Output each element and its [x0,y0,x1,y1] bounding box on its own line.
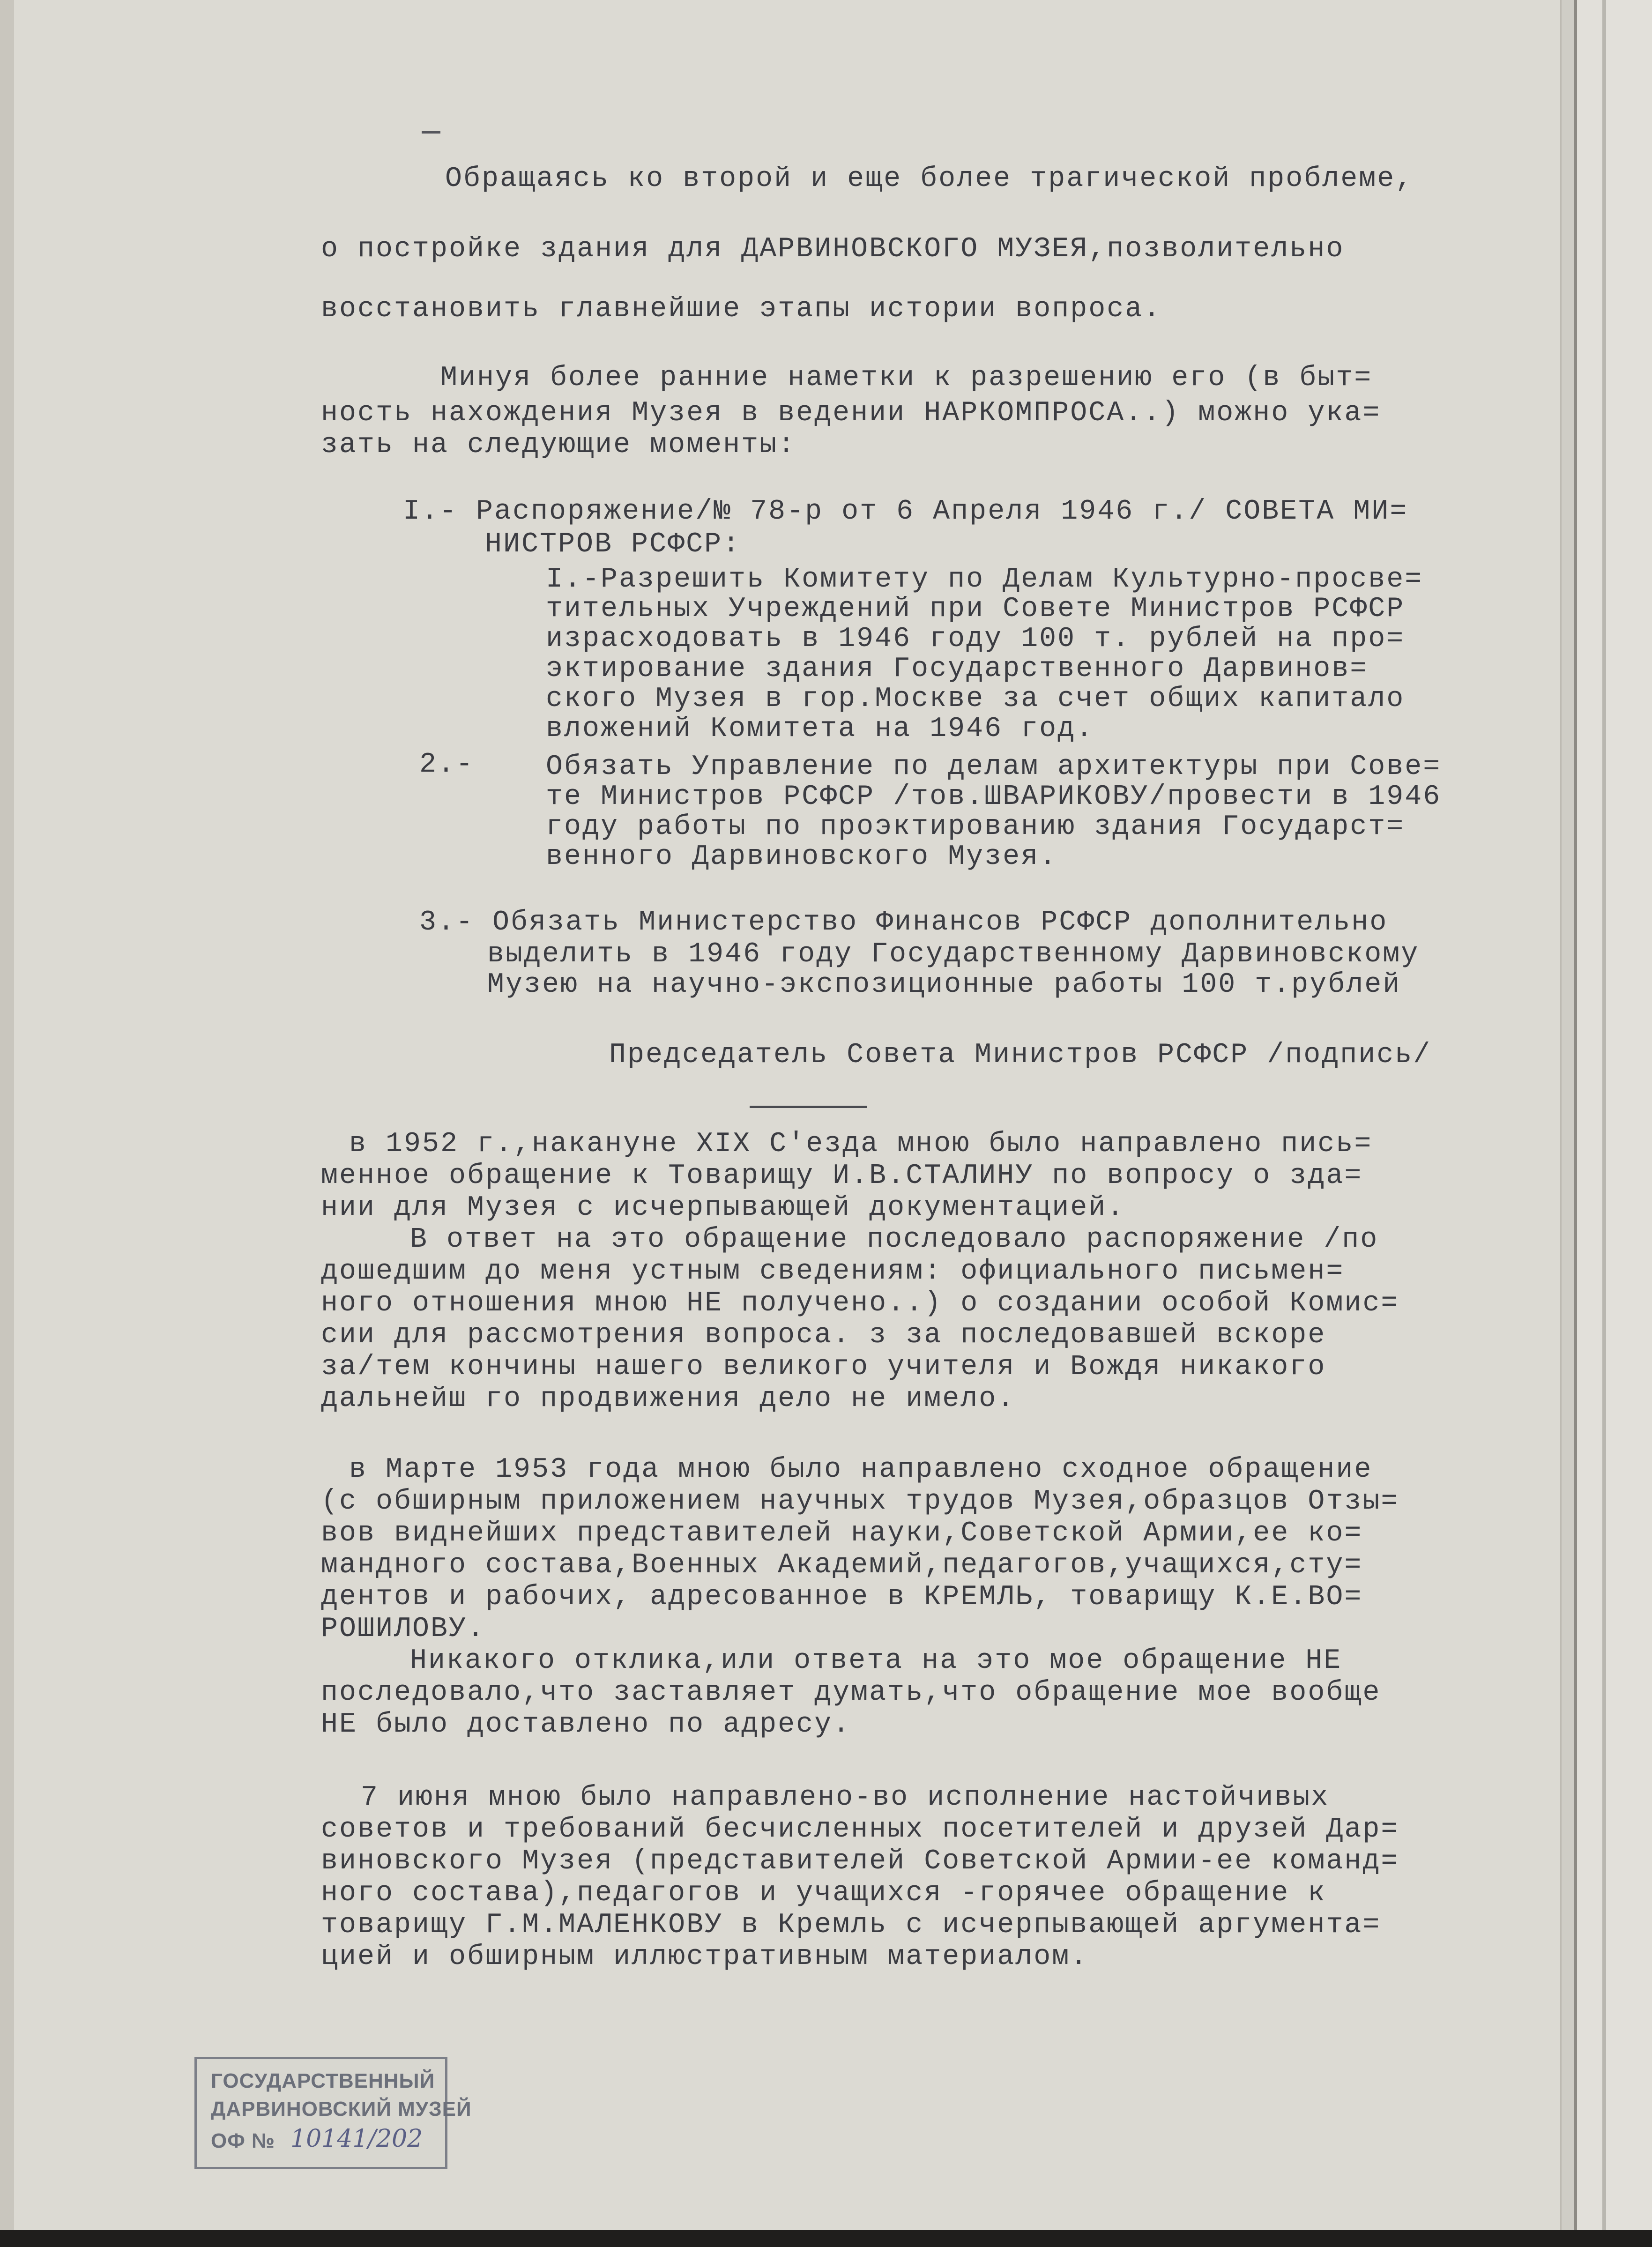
text-line: дентов и рабочих, адресованное в КРЕМЛЬ, товарищу К.Е.ВО= [321,1581,1363,1613]
text-line: 2.- [419,749,475,781]
text-line: сии для рассмотрения вопроса. з за последовавшей вскоре [321,1319,1326,1351]
text-line: 7 июня мною было направлено-во исполнение настойчивых [361,1782,1330,1814]
text-line: дальнейш го продвижения дело не имело. [321,1383,1016,1415]
text-line: ного отношения мною НЕ получено..) о создании особой Комис= [321,1287,1399,1319]
signature-line: Председатель Совета Министров РСФСР /подпись/ [609,1039,1432,1071]
text-line: эктирование здания Государственного Дарвинов= [546,653,1369,685]
text-line: выделить в 1946 году Государственному Дарвиновскому [487,938,1420,970]
text-line: менное обращение к Товарищу И.В.СТАЛИНУ по вопросу о зда= [321,1160,1363,1192]
text-line: нии для Музея с исчерпывающей документацией. [321,1192,1125,1224]
text-line: вов виднейших представителей науки,Советской Армии,ее ко= [321,1518,1363,1549]
scan-background [0,2230,1652,2247]
text-line: I.-Разрешить Комитету по Делам Культурно-просве= [546,564,1423,595]
text-line: за/тем кончины нашего великого учителя и Вождя никакого [321,1351,1326,1383]
text-line: мандного состава,Военных Академий,педагогов,учащихся,сту= [321,1549,1363,1581]
section-divider [750,1106,867,1108]
text-line: году работы по проэктированию здания Государст= [546,811,1405,843]
text-line: Музею на научно-экспозиционные работы 100 т.рублей [487,969,1401,1001]
text-line: виновского Музея (представителей Советской Армии-ее команд= [321,1845,1399,1877]
binding-strip [0,0,14,2247]
text-line: ского Музея в гор.Москве за счет общих капитало [546,683,1405,715]
text-line: I.- Распоряжение/№ 78-р от 6 Апреля 1946 г./ СОВЕТА МИ= [403,496,1408,528]
text-line: РОШИЛОВУ. [321,1613,486,1645]
text-line: товарищу Г.М.МАЛЕНКОВУ в Кремль с исчерпывающей аргумента= [321,1909,1381,1941]
text-line: В ответ на это обращение последовало распоряжение /по [410,1224,1379,1256]
text-line: те Министров РСФСР /тов.ШВАРИКОВУ/провести в 1946 [546,781,1442,813]
backing-shadow [1602,0,1606,2247]
text-line: цией и обширным иллюстративным материалом. [321,1941,1089,1973]
backing-sheet [1574,0,1652,2247]
text-line: дошедшим до меня устным сведениям: официального письмен= [321,1256,1345,1287]
text-line: в Марте 1953 года мною было направлено сходное обращение [349,1454,1373,1486]
stamp-number: 10141/202 [290,2125,423,2153]
text-line: ность нахождения Музея в ведении НАРКОМПРОСА..) можно ука= [321,397,1381,429]
stamp-prefix: ОФ № [211,2129,275,2152]
text-line: Минуя более ранние наметки к разрешению его (в быт= [440,362,1373,394]
text-line: советов и требований бесчисленных посетителей и друзей Дар= [321,1814,1399,1845]
stamp-line-2: ДАРВИНОВСКИЙ МУЗЕЙ [211,2098,472,2121]
stamp-line-1: ГОСУДАРСТВЕННЫЙ [211,2069,435,2092]
text-line: НЕ было доставлено по адресу. [321,1709,851,1741]
museum-stamp [194,2057,472,2169]
text-line: НИСТРОВ РСФСР: [485,528,741,560]
text-line: о постройке здания для ДАРВИНОВСКОГО МУЗЕЯ,позволительно [321,233,1345,265]
text-line: Никакого отклика,или ответа на это мое обращение НЕ [410,1645,1342,1677]
text-line: венного Дарвиновского Музея. [546,841,1058,873]
text-line: 3.- Обязать Министерство Финансов РСФСР дополнительно [419,907,1388,938]
text-line: (с обширным приложением научных трудов Музея,образцов Отзы= [321,1486,1399,1518]
text-line: тительных Учреждений при Совете Министров РСФСР [546,593,1405,625]
text-line: ного состава),педагогов и учащихся -горячее обращение к [321,1877,1326,1909]
text-line: зать на следующие моменты: [321,429,796,461]
text-line: последовало,что заставляет думать,что обращение мое вообще [321,1677,1381,1709]
text-line: Обращаясь ко второй и еще более трагической проблеме, [445,163,1414,195]
text-line: восстановить главнейшие этапы истории вопроса. [321,293,1162,325]
text-line: израсходовать в 1946 году 100 т. рублей на про= [546,623,1405,655]
page-edge [1560,0,1574,2247]
top-dash-mark [422,131,440,134]
text-line: Обязать Управление по делам архитектуры при Сове= [546,751,1442,783]
text-line: вложений Комитета на 1946 год. [546,713,1094,745]
text-line: в 1952 г.,накануне XIX С'езда мною было направлено пись= [349,1128,1373,1160]
